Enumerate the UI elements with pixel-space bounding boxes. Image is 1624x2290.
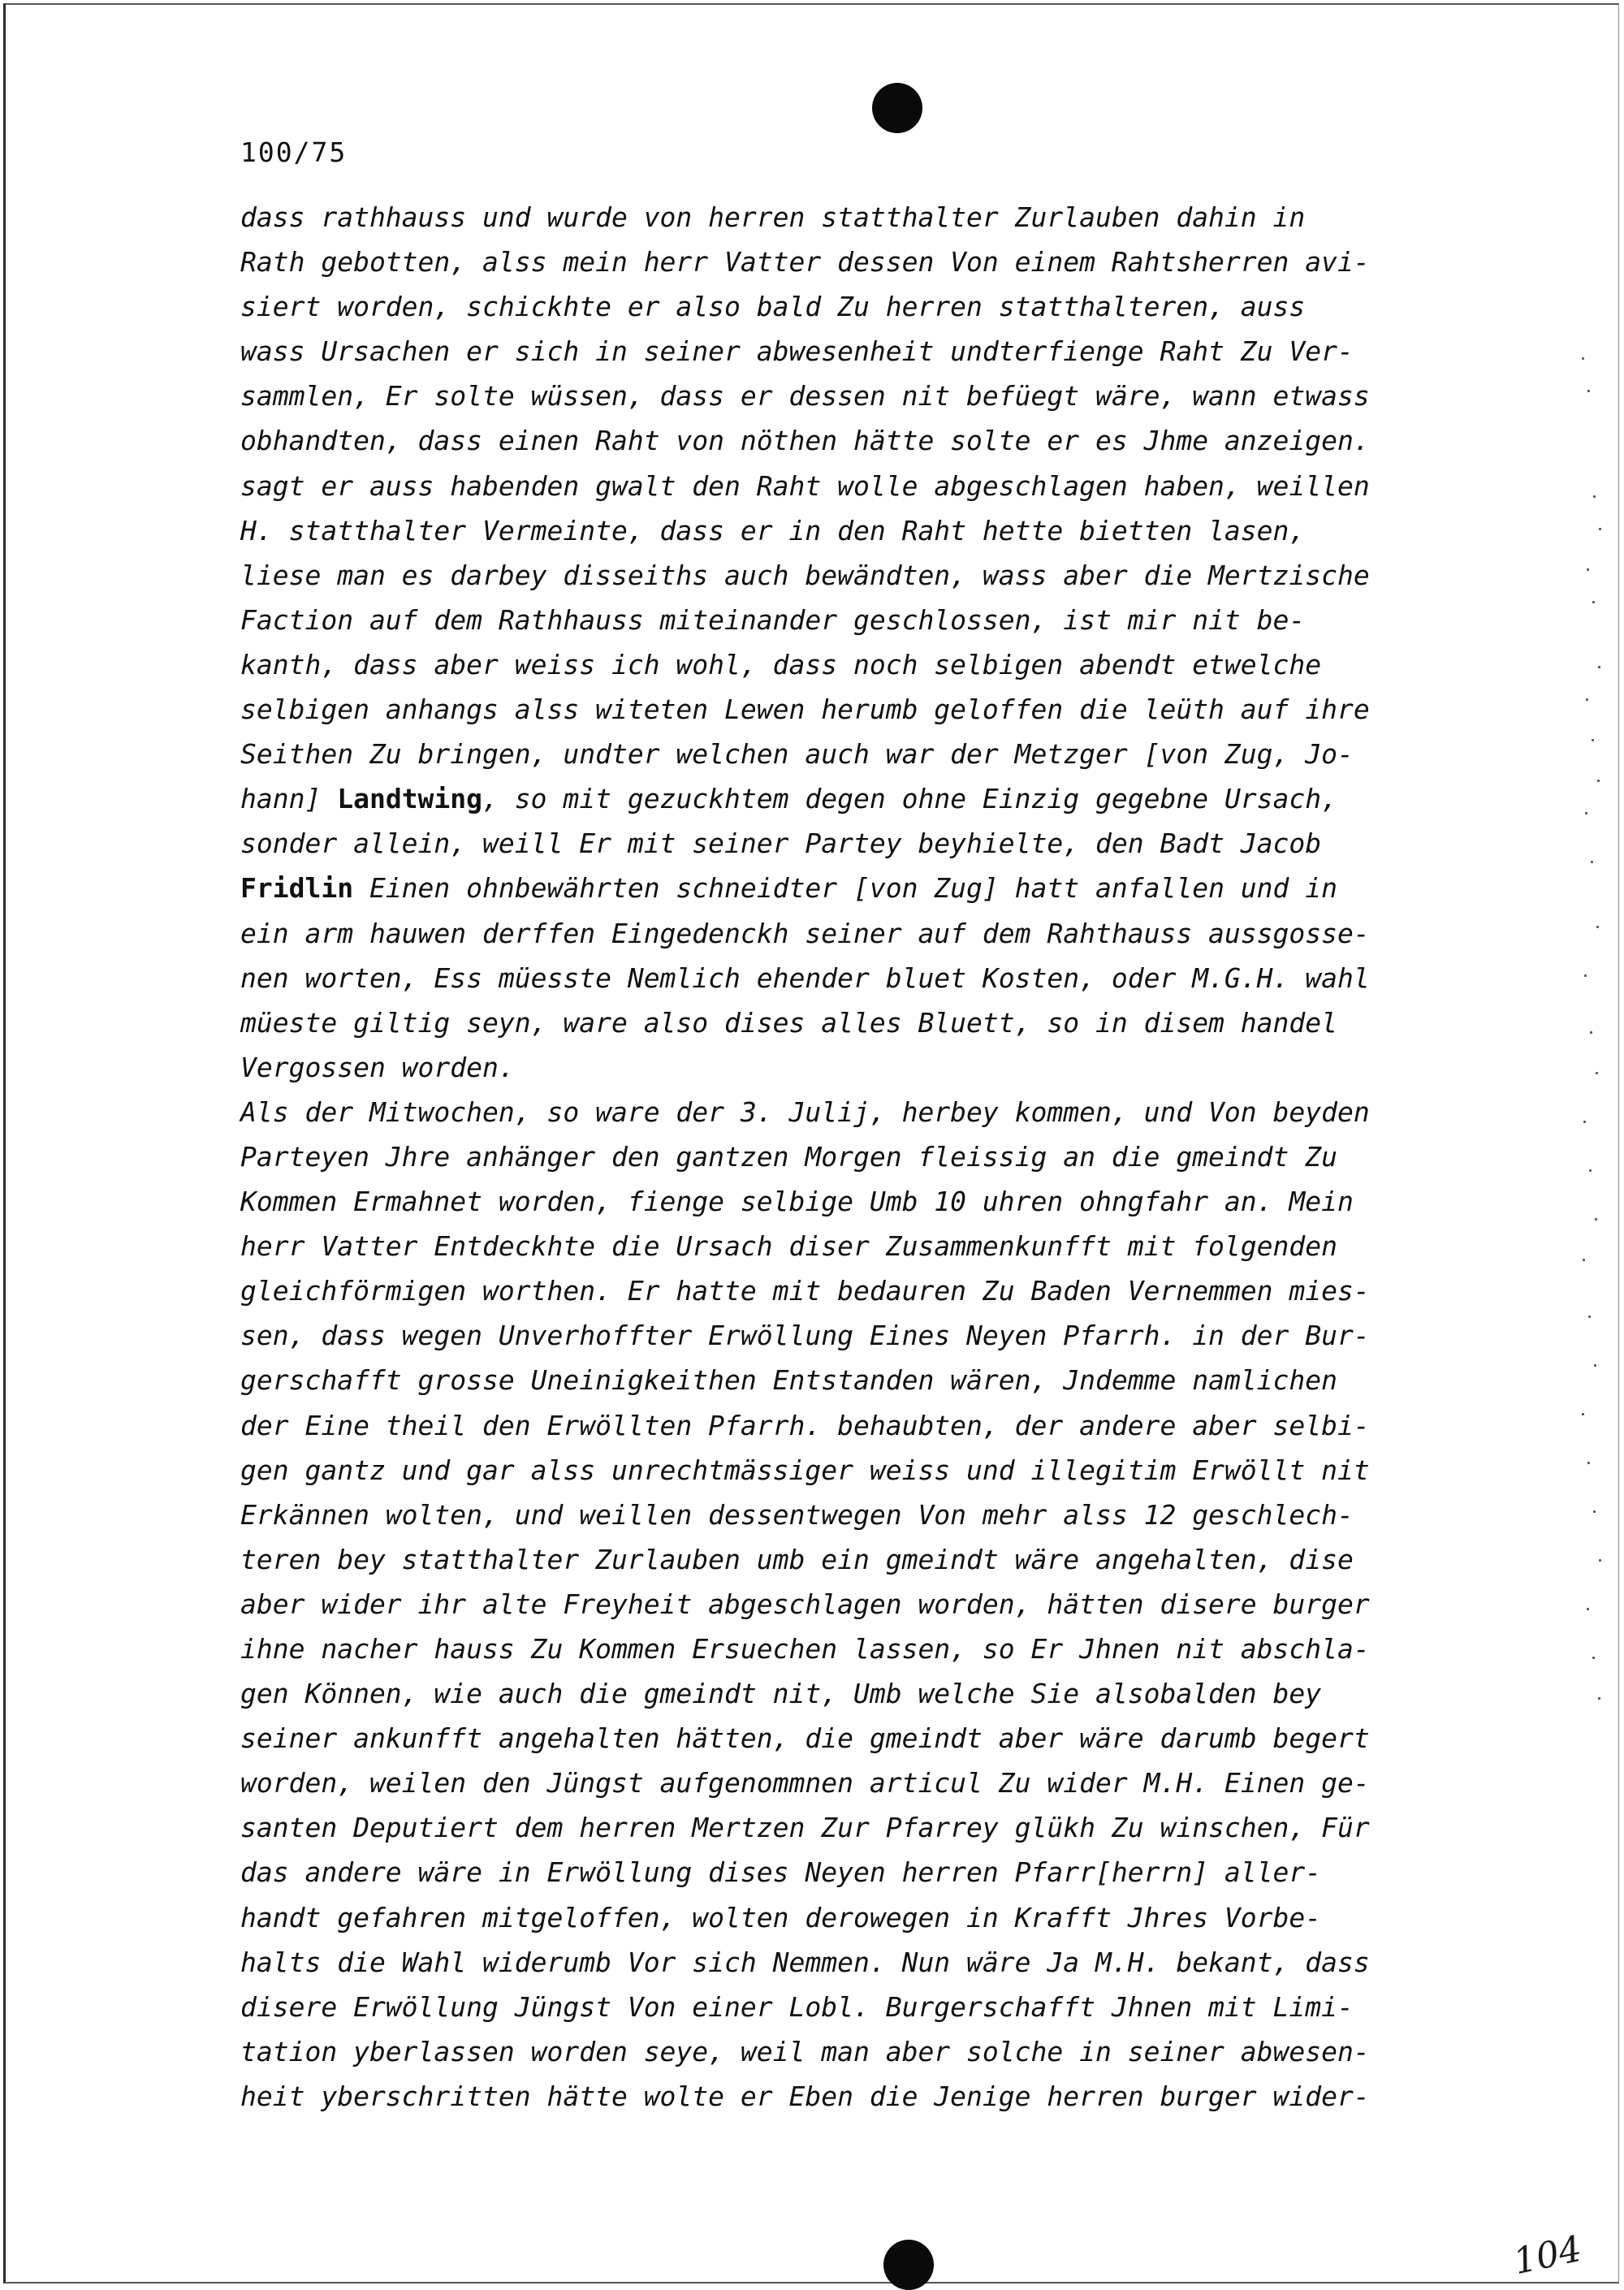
punch-hole-bottom xyxy=(883,2240,934,2290)
text-line: H. statthalter Vermeinte, dass er in den Raht hette bietten lasen, xyxy=(240,514,1306,547)
scan-speck xyxy=(1592,601,1595,603)
page-reference: 100/75 xyxy=(240,136,348,168)
text-line: Seithen Zu bringen, undter welchen auch war der Metzger [von Zug, Jo- xyxy=(240,738,1354,771)
scan-speck xyxy=(1599,528,1601,530)
text-line: herr Vatter Entdeckhte die Ursach diser Zusammenkunfft mit folgenden xyxy=(240,1230,1338,1263)
text-line: disere Erwöllung Jüngst Von einer Lobl. Burgerschafft Jhnen mit Limi- xyxy=(240,1990,1354,2023)
text-line: sen, dass wegen Unverhoffter Erwöllung Eines Neyen Pfarrh. in der Bur- xyxy=(240,1320,1370,1352)
scan-speck xyxy=(1597,780,1600,782)
text-line: kanth, dass aber weiss ich wohl, dass noch selbigen abendt etwelche xyxy=(240,648,1322,681)
scan-speck xyxy=(1585,812,1587,814)
scan-speck xyxy=(1583,1259,1585,1261)
text-line: Als der Mitwochen, so ware der 3. Julij, herbey kommen, und Von beyden xyxy=(240,1095,1370,1128)
text-line: Vergossen worden. xyxy=(240,1051,515,1083)
text-line: liese man es darbey disseiths auch bewändten, wass aber die Mertzische xyxy=(240,559,1370,591)
text-line: sammlen, Er solte wüssen, dass er dessen nit befüegt wäre, wann etwass xyxy=(240,380,1370,413)
punch-hole-top xyxy=(872,83,922,133)
text-line: sagt er auss habenden gwalt den Raht wolle abgeschlagen haben, weillen xyxy=(240,469,1370,502)
text-line: Rath gebotten, alss mein herr Vatter dessen Von einem Rahtsherren avi- xyxy=(240,246,1370,279)
scan-speck xyxy=(1592,739,1594,741)
text-line: ein arm hauwen derffen Eingedenckh seiner auf dem Rahthauss aussgosse- xyxy=(240,917,1370,949)
scan-speck xyxy=(1599,1559,1601,1562)
text-line: Erkännen wolten, und weillen dessentwegen Von mehr alss 12 geschlech- xyxy=(240,1498,1354,1531)
bold-name: Fridlin xyxy=(240,872,354,905)
scan-speck xyxy=(1591,861,1593,863)
scan-speck xyxy=(1598,1697,1600,1700)
text-line: müeste giltig seyn, ware also dises alles Bluett, so in disem handel xyxy=(240,1006,1338,1039)
text-line xyxy=(240,866,1491,910)
body-text xyxy=(240,195,1491,2119)
text-line: worden, weilen den Jüngst aufgenommnen articul Zu wider M.H. Einen ge- xyxy=(240,1767,1370,1800)
text-line: aber wider ihr alte Freyheit abgeschlagen worden, hätten disere burger xyxy=(240,1588,1370,1620)
text-line: selbigen anhangs alss witeten Lewen herumb geloffen die leüth auf ihre xyxy=(240,693,1370,726)
scan-speck xyxy=(1598,666,1600,668)
scan-speck xyxy=(1593,495,1596,498)
scan-speck xyxy=(1583,1121,1586,1123)
scan-speck xyxy=(1587,1608,1589,1610)
scan-speck xyxy=(1589,1169,1592,1172)
scan-speck xyxy=(1588,1316,1591,1318)
text-line: heit yberschritten hätte wolte er Eben die Jenige herren burger wider- xyxy=(240,2080,1370,2112)
text-line: halts die Wahl widerumb Vor sich Nemmen. Nun wäre Ja M.H. bekant, dass xyxy=(240,1946,1370,1978)
text-line xyxy=(240,776,1491,821)
scan-speck xyxy=(1586,698,1588,701)
text-line: gen Können, wie auch die gmeindt nit, Umb welche Sie alsobalden bey xyxy=(240,1678,1322,1710)
text-line: handt gefahren mitgeloffen, wolten derowegen in Krafft Jhres Vorbe- xyxy=(240,1901,1322,1934)
text-line: wass Ursachen er sich in seiner abwesenheit undterfienge Raht Zu Ver- xyxy=(240,335,1354,368)
text-line: ihne nacher hauss Zu Kommen Ersuechen lassen, so Er Jhnen nit abschla- xyxy=(240,1633,1370,1665)
scan-speck xyxy=(1593,1510,1596,1513)
margin-marks xyxy=(1582,357,1614,1738)
scan-speck xyxy=(1587,568,1589,571)
bold-name: Landtwing xyxy=(337,783,483,815)
text-line: tation yberlassen worden seye, weil man aber solche in seiner abwesen- xyxy=(240,2035,1370,2067)
scan-speck xyxy=(1596,1072,1598,1074)
text-line: Parteyen Jhre anhänger den gantzen Morgen fleissig an die gmeindt Zu xyxy=(240,1140,1338,1173)
scan-speck xyxy=(1594,1364,1596,1367)
text-line: dass rathhauss und wurde von herren statthalter Zurlauben dahin in xyxy=(240,201,1306,233)
scan-speck xyxy=(1584,974,1587,977)
scan-speck xyxy=(1582,1413,1584,1415)
scan-speck xyxy=(1596,926,1599,928)
text-line: gleichförmigen worthen. Er hatte mit bedauren Zu Baden Vernemmen mies- xyxy=(240,1275,1370,1307)
text-line: siert worden, schickhte er also bald Zu herren statthalteren, auss xyxy=(240,291,1306,323)
text-segment: hann] xyxy=(240,783,338,815)
scan-speck xyxy=(1582,357,1584,360)
text-line: teren bey statthalter Zurlauben umb ein gmeindt wäre angehalten, dise xyxy=(240,1543,1354,1575)
text-line: seiner ankunfft angehalten hätten, die gmeindt aber wäre darumb begert xyxy=(240,1722,1370,1755)
scan-speck xyxy=(1590,1031,1592,1034)
text-line: nen worten, Ess müesste Nemlich ehender bluet Kosten, oder M.G.H. wahl xyxy=(240,961,1370,994)
text-line: sonder allein, weill Er mit seiner Partey beyhielte, den Badt Jacob xyxy=(240,827,1322,860)
text-line: Faction auf dem Rathhauss miteinander geschlossen, ist mir nit be- xyxy=(240,603,1306,636)
scan-speck xyxy=(1595,1218,1597,1221)
text-line: gerschafft grosse Uneinigkeithen Entstanden wären, Jndemme namlichen xyxy=(240,1364,1338,1397)
text-line: das andere wäre in Erwöllung dises Neyen herren Pfarr[herrn] aller- xyxy=(240,1856,1322,1889)
text-line: santen Deputiert dem herren Mertzen Zur Pfarrey glükh Zu winschen, Für xyxy=(240,1812,1370,1844)
text-segment: Einen ohnbewährten schneidter [von Zug] hatt anfallen und in xyxy=(353,872,1338,905)
folio-number: 104 xyxy=(1510,2227,1586,2284)
text-line: der Eine theil den Erwöllten Pfarrh. behaubten, der andere aber selbi- xyxy=(240,1409,1370,1441)
text-segment: , so mit gezuckhtem degen ohne Einzig gegebne Ursach, xyxy=(482,783,1338,815)
text-line: Kommen Ermahnet worden, fienge selbige Umb 10 uhren ohngfahr an. Mein xyxy=(240,1186,1354,1218)
scan-speck xyxy=(1587,390,1590,392)
text-line: obhandten, dass einen Raht von nöthen hätte solte er es Jhme anzeigen. xyxy=(240,425,1370,457)
scan-speck xyxy=(1587,1462,1590,1464)
scan-speck xyxy=(1592,1657,1595,1659)
text-line: gen gantz und gar alss unrechtmässiger weiss und illegitim Erwöllt nit xyxy=(240,1454,1370,1486)
